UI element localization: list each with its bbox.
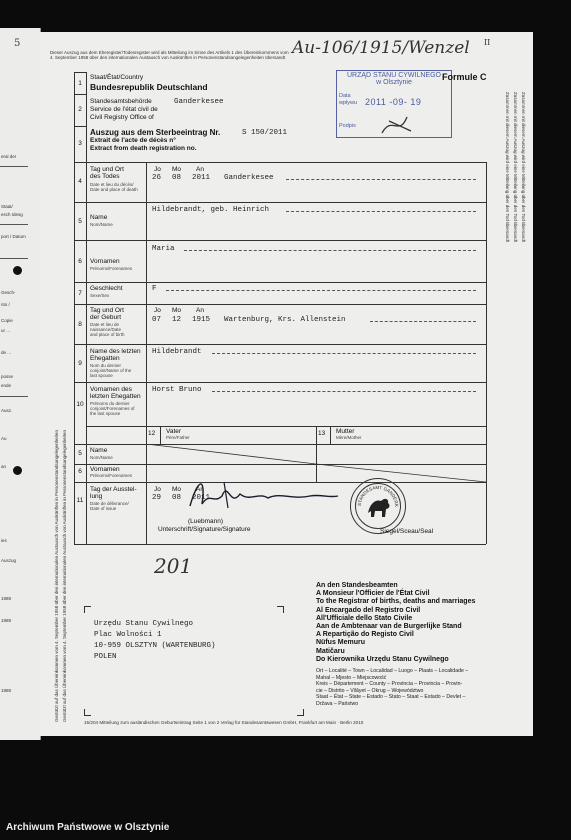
extract-title-en: Extract from death registration no. <box>90 145 197 152</box>
row-number: 5 <box>78 218 82 225</box>
row-number: 9 <box>78 360 82 367</box>
year-header: An <box>196 307 204 314</box>
registry-office-value: Ganderkesee <box>174 98 224 106</box>
registry-office-label-en: Civil Registry Office of <box>90 114 154 121</box>
form-label: Formule C <box>442 72 487 82</box>
left-page-text: ies <box>1 538 7 543</box>
left-page-text: port / Datum <box>1 234 26 239</box>
death-place: Ganderkesee <box>224 174 274 182</box>
row-number: 11 <box>76 497 84 504</box>
death-day: 26 <box>152 174 162 182</box>
registration-number: S 150/2011 <box>242 129 288 137</box>
year-header: An <box>196 486 204 493</box>
left-page-text: nto / <box>1 302 10 307</box>
sex-value: F <box>152 285 157 293</box>
row-number: 4 <box>78 178 82 185</box>
left-page-text: 1988 <box>1 618 12 623</box>
handwritten-superscript: II <box>484 38 491 47</box>
issue-date-en: Date of issue <box>90 506 117 511</box>
forenames-label: Vornamen <box>90 258 120 265</box>
surname-value: Hildebrandt, geb. Heinrich <box>152 206 270 214</box>
row-number: 3 <box>78 140 82 147</box>
margin-header: Dieser Auszug aus dem Eheregister/Todesregister wird als Mitteilung im Sinne des Artikels 1 des Übereinkommens vom 4. September 1958 über den internationalen Austausch von Auskünften in Personenstandsangelegenheiten übersandt <box>50 50 289 60</box>
row-number: 2 <box>78 106 82 113</box>
signature-label: Unterschrift/Signature/Signature <box>158 526 251 533</box>
sex-label-sub: Sexe/Sex <box>90 293 110 298</box>
issue-month: 08 <box>172 494 182 502</box>
spouse-forenames-label: Vornamen des <box>90 386 132 393</box>
day-header: Jo <box>154 486 161 493</box>
left-page-text: Auszug <box>1 558 17 563</box>
punch-hole <box>13 266 22 275</box>
form-grid: 1 2 3 4 5 6 7 8 9 10 11 Staat/État/Country Bundesrepublik Deutschland Standesamtsbehörde Service de l'état civil de Civil Registry Office of Ganderkesee Auszug aus dem Sterbeeintrag Nr. Extrait de l'acte de décès n° Extract from death registration no. S 150/2011 Tag und Ort des Todes Date et lieu du décès/ Date and place of death Jo Mo An 26 08 2011 Ganderkesee Name Nom/Name Hildebrandt, geb. Heinrich Vornamen Prénoms/Forenames Maria Geschlecht Sexe/Sex F Tag und Ort der Geburt Date et lieu de naissance/Date and place of birth Jo Mo An 07 12 1915 Wartenburg, Krs. Allenstein Name des letzten Ehegatten Nom du dernier conjoint/Name of the last spouse Hildebrandt Vornamen des letzten Ehegatten Prénoms du dernier conjoint/Forenames of the last spouse Horst Bruno 12 Vater Père/Father 13 Mutter Mère/Mother 5 6 Name Nom/Name Vornamen Prénoms/Forenames Tag der Ausstel- lung Date de délivrance/ Date of issue Jo Mo An 29 08 2011 (Luebmann) Unterschrift/Signature/Signature Siegel/Sceau/Seal STANDESAMT GANDERK <box>74 72 486 544</box>
row-number: 7 <box>78 290 82 297</box>
death-label: Tag und Ort <box>90 166 124 173</box>
page-mark: 5 <box>14 38 21 49</box>
spouse-forenames-fr2: conjoint/Forenames of <box>90 406 135 411</box>
left-page-text: Au <box>1 436 7 441</box>
archive-credit-bar <box>0 812 571 840</box>
extract-title: Auszug aus dem Sterbeeintrag Nr. <box>90 128 221 137</box>
year-header: An <box>196 166 204 173</box>
death-month: 08 <box>172 174 182 182</box>
day-header: Jo <box>154 307 161 314</box>
country-value: Bundesrepublik Deutschland <box>90 82 208 92</box>
row-number: 1 <box>78 80 82 87</box>
handwritten-number: 201 <box>154 554 193 578</box>
country-label: Staat/État/Country <box>90 74 144 81</box>
left-sidebar-text: Gestützt auf das Übereinkommen vom 4. September 1958 über den internationalen Austausch von Auskünften in Personenstandsangelegenheiten <box>62 430 67 722</box>
birth-label-fr: Date et lieu de <box>90 322 120 327</box>
death-label-en: Date and place of death <box>90 187 138 192</box>
seal-text: STANDESAMT GANDERK <box>356 484 400 507</box>
left-page-text: Copie <box>1 318 13 323</box>
spouse-forenames-fr: Prénoms du dernier <box>90 401 130 406</box>
left-page-text: 1988 <box>1 688 12 693</box>
death-label-2: des Todes <box>90 173 120 180</box>
right-sidebar-text: Zusammen mit diesem Auszug wird eine Mitteilung über den Tod übersandt <box>521 92 526 242</box>
left-page-text: Gesch- <box>1 290 16 295</box>
extract-title-fr: Extrait de l'acte de décès n° <box>90 137 176 144</box>
month-header: Mo <box>172 166 182 173</box>
father-number: 12 <box>148 430 156 437</box>
issue-date-fr: Date de délivrance/ <box>90 501 129 506</box>
recipient-line: Urzędu Stanu Cywilnego <box>94 620 194 628</box>
handwritten-reference: Au-106/1915/Wenzel <box>292 38 470 58</box>
spouse-forenames-en: the last spouse <box>90 411 121 416</box>
issue-day: 29 <box>152 494 162 502</box>
death-label-fr: Date et lieu du décès/ <box>90 182 134 187</box>
birth-label: Tag und Ort <box>90 307 124 314</box>
right-sidebar-text: Zusammen mit diesem Auszug wird eine Mitteilung über den Tod übersandt <box>505 92 510 242</box>
left-page-text: an <box>1 464 7 469</box>
issue-year: 2011 <box>192 494 211 502</box>
left-page <box>0 28 41 740</box>
sex-label: Geschlecht <box>90 285 123 292</box>
day-header: Jo <box>154 166 161 173</box>
addressee-list: An den Standesbeamten A Monsieur l'Officier de l'État Civil To the Registrar of births, deaths and marriages Al Encargado del Registro Civil All'Ufficiale dello Stato Civile Aan de Ambtenaar van de Burgerlijke Stand A Repartição do Registo Civil Nüfus Memuru Matičaru Do Kierownika Urzędu Stanu Cywilnego <box>316 582 476 663</box>
forenames-label-sub: Prénoms/Forenames <box>90 266 133 271</box>
spouse-name-label-2: Ehegatten <box>90 355 120 362</box>
recipient-line: 10-959 OLSZTYN (WARTENBURG) <box>94 642 216 650</box>
registrar-signature <box>184 474 344 514</box>
spouse-name-fr2: conjoint/Name of the <box>90 368 132 373</box>
receipt-stamp: URZĄD STANU CYWILNEGO w Olsztynie Data wpływu 2011 -09- 19 Podpis <box>336 70 452 138</box>
row-number: 10 <box>76 401 84 408</box>
publisher-note: 15/204 Mitteilung zum ausländischen Geburtseintrag Seite 1 von 2 Verlag für Standesamtswesen GmbH, Frankfurt am Main · Berlin 2010 <box>84 720 364 725</box>
address-hints: Ort – Localité – Town – Localidad – Luogo – Plaats – Localidade – Mahal – Mjesto – Miejscowość Kreis – Département – County – Provincia – Provincia – Provin- cie – Distrito – Vilâyet – Okrug – Województwo Staat – État – State – Estado – Stato – Staat – Estado – Devlet – Država – Państwo <box>316 668 469 707</box>
father-label-sub: Père/Father <box>166 435 190 440</box>
spouse-name-value: Hildebrandt <box>152 348 202 356</box>
father-label: Vater <box>166 428 182 435</box>
parent-name-label: Name <box>90 447 108 454</box>
registry-office-label: Standesamtsbehörde <box>90 98 152 105</box>
left-sidebar-text: Gestützt auf das Übereinkommen vom 4. September 1958 über den internationalen Austausch von Auskünften in Personenstandsangelegenheiten <box>54 430 59 722</box>
name-label: Name <box>90 214 108 221</box>
parent-forenames-label: Vornamen <box>90 466 120 473</box>
month-header: Mo <box>172 307 182 314</box>
left-page-text: de ... <box>1 350 12 355</box>
birth-month: 12 <box>172 316 182 324</box>
mother-label: Mutter <box>336 428 355 435</box>
spouse-name-en: last spouse <box>90 373 113 378</box>
forenames-value: Maria <box>152 245 175 253</box>
seal-label: Siegel/Sceau/Seal <box>380 528 434 535</box>
mother-number: 13 <box>318 430 326 437</box>
birth-label-2: der Geburt <box>90 314 122 321</box>
signatory-name: (Luebmann) <box>188 518 224 525</box>
left-page-text: 1988 <box>1 596 12 601</box>
left-page-text: ur ... <box>1 328 11 333</box>
right-sidebar-text: Zusammen mit diesem Auszug wird eine Mitteilung über den Tod übersandt <box>513 92 518 242</box>
birth-year: 1915 <box>192 316 211 324</box>
name-label-sub: Nom/Name <box>90 222 113 227</box>
left-page-text: Staat/ <box>1 204 13 209</box>
recipient-line: Plac Wolności 1 <box>94 631 162 639</box>
row-number: 8 <box>78 321 82 328</box>
birth-day: 07 <box>152 316 162 324</box>
recipient-line: POLEN <box>94 653 117 661</box>
official-seal <box>350 478 406 534</box>
parent-forenames-sub: Prénoms/Forenames <box>90 473 133 478</box>
left-page-text: ende <box>1 383 12 388</box>
seal-emblem <box>351 479 405 533</box>
left-page-text: esch Idesg <box>1 212 23 217</box>
parent-name-sub: Nom/Name <box>90 455 113 460</box>
spouse-name-fr: Nom du dernier <box>90 363 122 368</box>
issue-date-label-2: lung <box>90 493 103 500</box>
left-page-text: posse <box>1 374 14 379</box>
death-certificate-page <box>40 32 533 736</box>
recipient-address <box>84 606 284 716</box>
spouse-forenames-value: Horst Bruno <box>152 386 202 394</box>
birth-label-en: and place of birth <box>90 332 125 337</box>
row-number: 6 <box>78 258 82 265</box>
mother-label-sub: Mère/Mother <box>336 435 362 440</box>
left-page-text: eral der <box>1 154 17 159</box>
birth-place: Wartenburg, Krs. Allenstein <box>224 316 346 324</box>
spouse-forenames-label-2: letzten Ehegatten <box>90 393 141 400</box>
registry-office-label-fr: Service de l'état civil de <box>90 106 158 113</box>
left-page-text: Ausz. <box>1 408 13 413</box>
birth-label-fr2: naissance/Date <box>90 327 122 332</box>
issue-date-label: Tag der Ausstel- <box>90 486 137 493</box>
archive-credit: Archiwum Państwowe w Olsztynie <box>6 822 170 833</box>
death-year: 2011 <box>192 174 211 182</box>
punch-hole <box>13 466 22 475</box>
month-header: Mo <box>172 486 182 493</box>
spouse-name-label: Name des letzten <box>90 348 141 355</box>
